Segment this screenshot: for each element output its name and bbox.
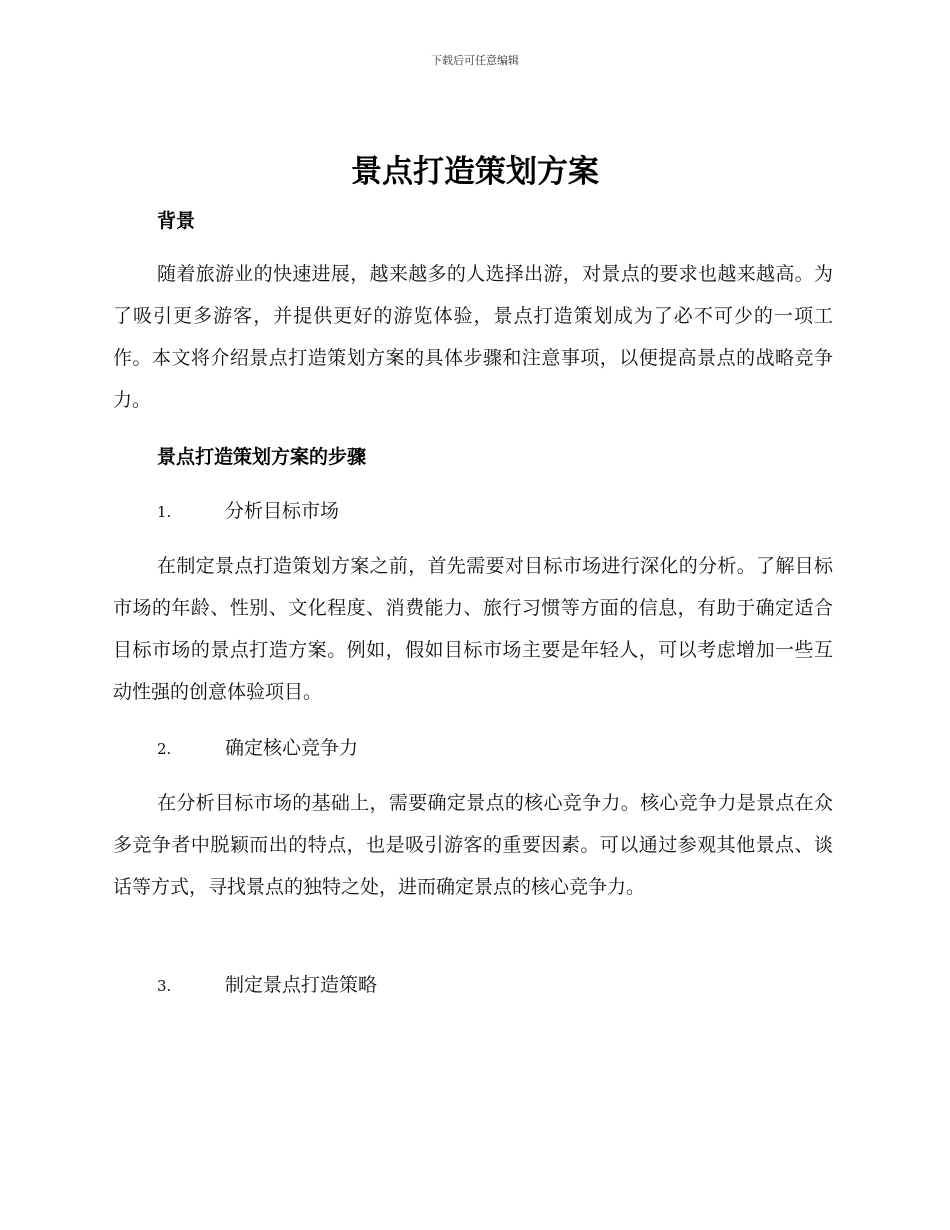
- section-heading-background: 背景: [157, 210, 196, 232]
- list-number: 3.: [157, 977, 172, 995]
- list-item-step-2: [157, 734, 358, 762]
- step-title: 制定景点打造策略: [225, 974, 378, 996]
- header-note: 下载后可任意编辑: [431, 54, 519, 67]
- list-item-step-3: [157, 971, 377, 999]
- document-title: 景点打造策划方案: [351, 154, 599, 190]
- list-item-step-1: [157, 497, 339, 525]
- list-number: 2.: [157, 740, 172, 758]
- step-title: 分析目标市场: [225, 500, 340, 522]
- step-2-paragraph: 在分析目标市场的基础上，需要确定景点的核心竞争力。核心竞争力是景点在众多竞争者中脱颖而出的特点，也是吸引游客的重要因素。可以通过参观其他景点、谈话等方式，寻找景点的独特之处，进而确定景点的核心竞争力。: [113, 792, 833, 898]
- background-paragraph: 随着旅游业的快速进展，越来越多的人选择出游，对景点的要求也越来越高。为了吸引更多游客，并提供更好的游览体验，景点打造策划成为了必不可少的一项工作。本文将介绍景点打造策划方案的具体步骤和注意事项，以便提高景点的战略竞争力。: [113, 263, 833, 411]
- section-heading-steps: 景点打造策划方案的步骤: [157, 446, 367, 468]
- step-title: 确定核心竞争力: [225, 737, 359, 759]
- list-number: 1.: [157, 503, 172, 521]
- step-1-paragraph: 在制定景点打造策划方案之前，首先需要对目标市场进行深化的分析。了解目标市场的年龄、性别、文化程度、消费能力、旅行习惯等方面的信息，有助于确定适合目标市场的景点打造方案。例如，假如目标市场主要是年轻人，可以考虑增加一些互动性强的创意体验项目。: [113, 555, 833, 703]
